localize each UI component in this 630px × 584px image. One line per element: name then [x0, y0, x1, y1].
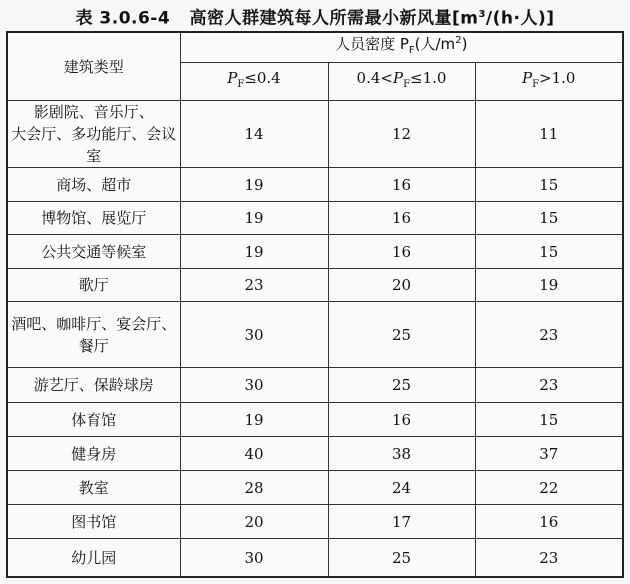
value-cell: 40 — [180, 437, 328, 471]
table-row — [7, 471, 623, 505]
table-row — [7, 235, 623, 269]
table-row — [7, 505, 623, 539]
value-cell: 11 — [475, 101, 623, 168]
density-unit-sup: 2 — [455, 35, 462, 46]
value-cell: 23 — [475, 368, 623, 403]
value-cell: 19 — [180, 202, 328, 235]
table-row — [7, 403, 623, 437]
header-density-col: $0.4<P_F\le 1.0$ — [328, 63, 475, 101]
building-type-cell: 酒吧、咖啡厅、宴会厅、 餐厅 — [7, 302, 180, 368]
value-cell: 12 — [328, 101, 475, 168]
value-cell: 15 — [475, 168, 623, 202]
value-cell: 23 — [180, 269, 328, 302]
title-unit-open: [m — [451, 8, 479, 29]
density-unit-close: ) — [461, 35, 468, 53]
building-type-cell: 教室 — [7, 471, 180, 505]
value-cell: 16 — [328, 235, 475, 269]
building-type-cell: 博物馆、展览厅 — [7, 202, 180, 235]
value-cell: 20 — [328, 269, 475, 302]
header-density-col: $P_F>1.0$ — [475, 63, 623, 101]
table-row — [7, 302, 623, 368]
header-density-group — [180, 32, 623, 63]
value-cell: 25 — [328, 302, 475, 368]
table-row — [7, 168, 623, 202]
table-caption: 高密人群建筑每人所需最小新风量 — [189, 8, 452, 29]
value-cell: 23 — [475, 302, 623, 368]
header-building-type: 建筑类型 — [7, 32, 180, 101]
building-type-cell: 商场、超市 — [7, 168, 180, 202]
building-type-cell: 健身房 — [7, 437, 180, 471]
value-cell: 20 — [180, 505, 328, 539]
density-label: 人员密度 P — [335, 35, 409, 53]
value-cell: 15 — [475, 202, 623, 235]
table-row — [7, 269, 623, 302]
header-density-col: $P_F\le 0.4$ — [180, 63, 328, 101]
building-type-cell: 公共交通等候室 — [7, 235, 180, 269]
value-cell: 30 — [180, 302, 328, 368]
building-type-cell: 图书馆 — [7, 505, 180, 539]
value-cell: 23 — [475, 539, 623, 578]
value-cell: 25 — [328, 368, 475, 403]
value-cell: 30 — [180, 368, 328, 403]
value-cell: 16 — [475, 505, 623, 539]
density-label-sub: F — [408, 45, 415, 56]
building-type-cell: 游艺厅、保龄球房 — [7, 368, 180, 403]
building-type-cell: 歌厅 — [7, 269, 180, 302]
building-type-cell: 体育馆 — [7, 403, 180, 437]
value-cell: 15 — [475, 235, 623, 269]
table-number: 表 3.0.6-4 — [75, 8, 171, 29]
value-cell: 16 — [328, 202, 475, 235]
value-cell: 14 — [180, 101, 328, 168]
table-title — [0, 0, 630, 30]
table-row — [7, 437, 623, 471]
title-unit-close: /(h·人)] — [485, 8, 555, 29]
table-row — [7, 101, 623, 168]
title-unit-sup: 3 — [478, 9, 486, 20]
table-row — [7, 202, 623, 235]
value-cell: 19 — [475, 269, 623, 302]
value-cell: 38 — [328, 437, 475, 471]
building-type-cell: 影剧院、音乐厅、 大会厅、多功能厅、会议室 — [7, 101, 180, 168]
value-cell: 16 — [328, 403, 475, 437]
value-cell: 16 — [328, 168, 475, 202]
density-unit: (人/m — [414, 35, 456, 53]
value-cell: 22 — [475, 471, 623, 505]
value-cell: 24 — [328, 471, 475, 505]
value-cell: 37 — [475, 437, 623, 471]
value-cell: 19 — [180, 235, 328, 269]
table-row — [7, 539, 623, 578]
value-cell: 19 — [180, 403, 328, 437]
value-cell: 30 — [180, 539, 328, 578]
value-cell: 25 — [328, 539, 475, 578]
table-row — [7, 368, 623, 403]
value-cell: 28 — [180, 471, 328, 505]
value-cell: 15 — [475, 403, 623, 437]
value-cell: 19 — [180, 168, 328, 202]
value-cell: 17 — [328, 505, 475, 539]
building-type-cell: 幼儿园 — [7, 539, 180, 578]
fresh-air-table — [6, 31, 624, 578]
